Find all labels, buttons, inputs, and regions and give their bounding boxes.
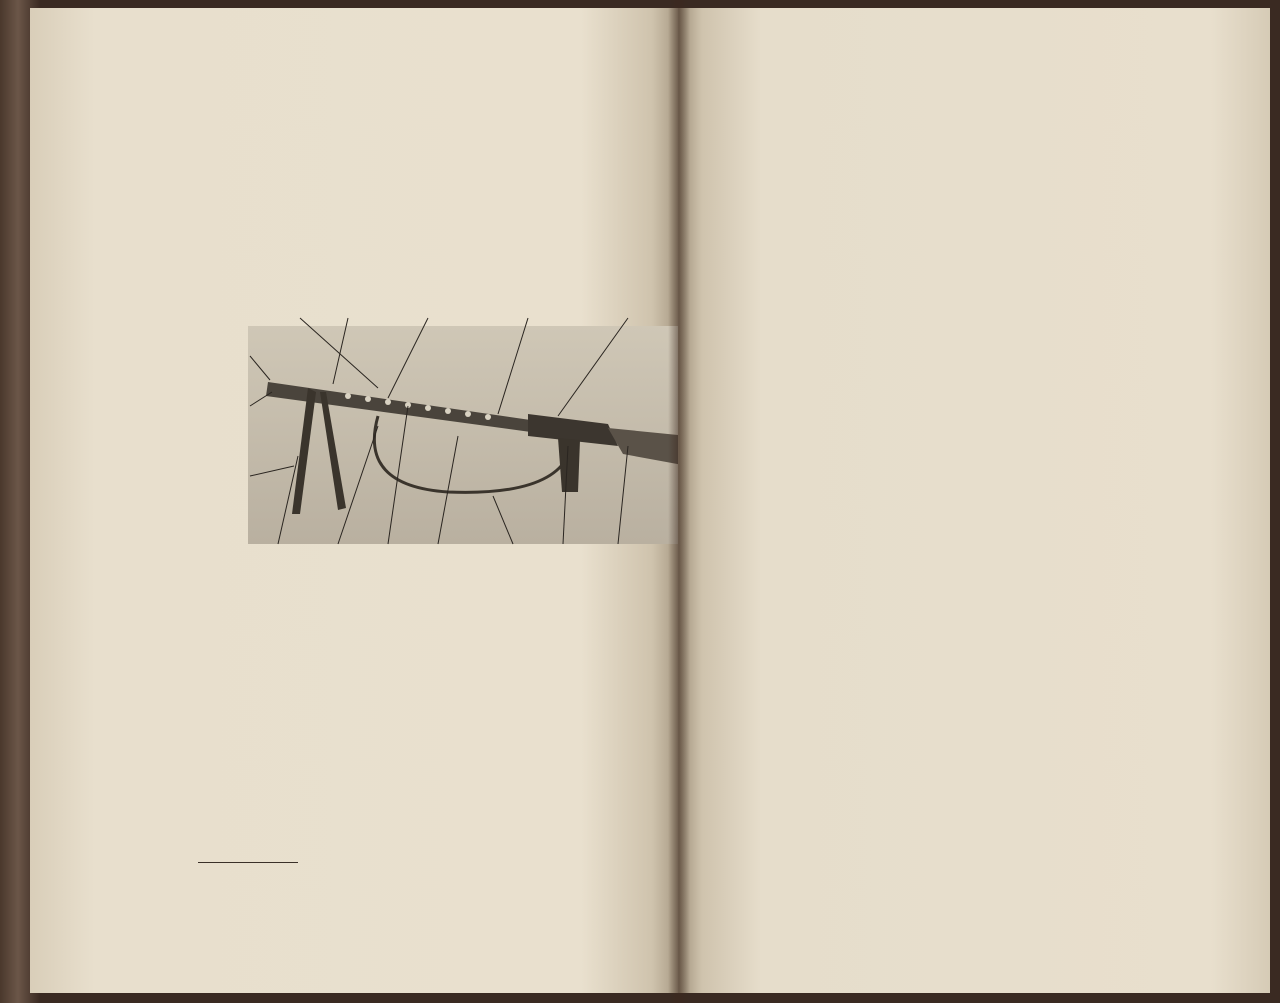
- left-page: [30, 8, 678, 993]
- mg34-figure: [228, 296, 678, 546]
- mg34-illustration: [228, 296, 678, 546]
- right-page: [678, 8, 1270, 993]
- footnote-rule: [198, 862, 298, 863]
- book-gutter: [668, 0, 690, 1003]
